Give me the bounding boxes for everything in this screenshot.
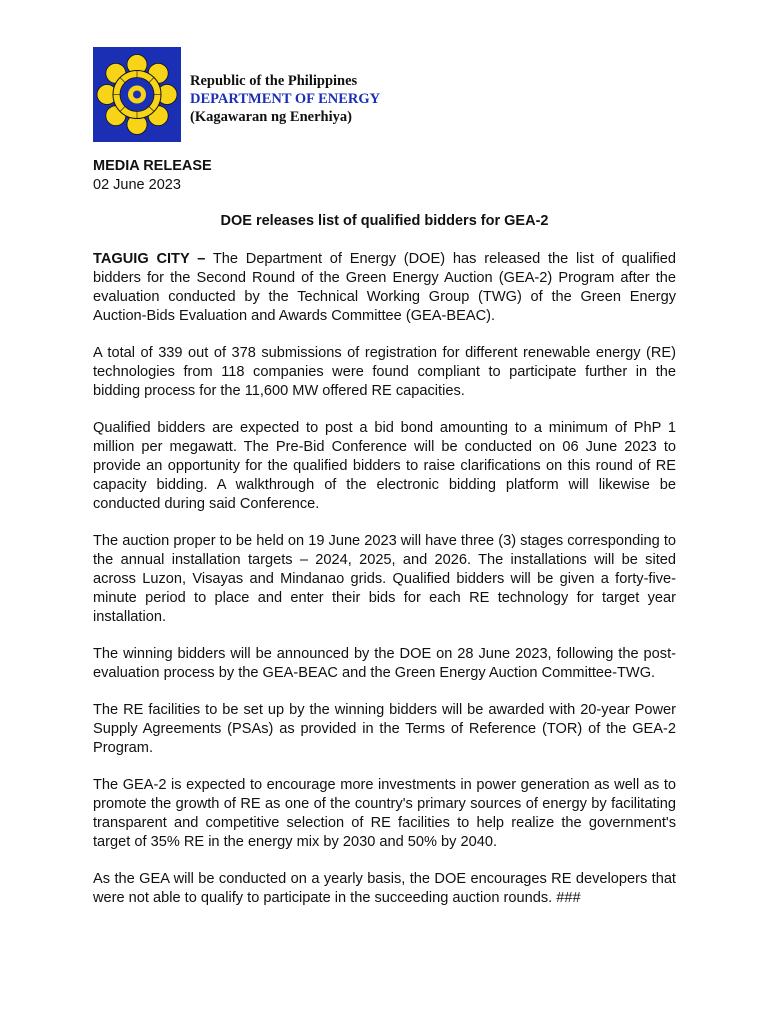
republic-name: Republic of the Philippines [190,73,358,89]
headline: DOE releases list of qualified bidders for GEA-2 [220,213,549,229]
department-filipino-name: (Kagawaran ng Enerhiya) [190,109,352,125]
paragraph: The RE facilities to be set up by the winning bidders will be awarded with 20-year Power Supply Agreements (PSAs) as provided in the Terms of Reference (TOR) of the GEA-2 Program. [93,702,676,756]
paragraph-text: The Department of Energy (DOE) has released the list of qualified bidders for the Second Round of the Green Energy Auction (GEA-2) Program after the evaluation conducted by the Technical Working Group (TWG) of the Green Energy Auction-Bids Evaluation and Awards Committee (GEA-BEAC). [93,251,676,324]
sunburst-seal-icon [93,47,181,142]
paragraph: The winning bidders will be announced by the DOE on 28 June 2023, following the post-evaluation process by the GEA-BEAC and the Green Energy Auction Committee-TWG. [93,646,676,681]
release-date: 02 June 2023 [93,177,181,193]
paragraph: As the GEA will be conducted on a yearly basis, the DOE encourages RE developers that were not able to qualify to participate in the succeeding auction rounds. ### [93,871,676,906]
paragraph: The GEA-2 is expected to encourage more investments in power generation as well as to promote the growth of RE as one of the country's primary sources of energy by facilitating transparent and competitive selection of RE facilities to help realize the government's target of 35% RE in the energy mix by 2030 and 50% by 2040. [93,777,676,850]
paragraph: A total of 339 out of 378 submissions of registration for different renewable energy (RE) technologies from 118 companies were found compliant to participate further in the bidding process for the 11,600 MW offered RE capacities. [93,345,676,399]
agency-header [190,72,380,126]
dateline: TAGUIG CITY – [93,251,206,267]
paragraph: The auction proper to be held on 19 June 2023 will have three (3) stages corresponding to the annual installation targets – 2024, 2025, and 2026. The installations will be sited across Luzon, Visayas and Mindanao grids. Qualified bidders will be given a forty-five-minute period to place and enter their bids for each RE technology for target year installation. [93,533,676,625]
doe-seal-logo [93,47,181,142]
paragraph: Qualified bidders are expected to post a bid bond amounting to a minimum of PhP 1 million per megawatt. The Pre-Bid Conference will be conducted on 06 June 2023 to provide an opportunity for the qualified bidders to raise clarifications on this round of RE capacity bidding. A walkthrough of the electronic bidding platform will likewise be conducted during said Conference. [93,420,676,512]
department-name: DEPARTMENT OF ENERGY [190,91,381,107]
media-release-label: MEDIA RELEASE [93,158,212,174]
paragraph [93,250,676,326]
release-body [93,250,676,926]
